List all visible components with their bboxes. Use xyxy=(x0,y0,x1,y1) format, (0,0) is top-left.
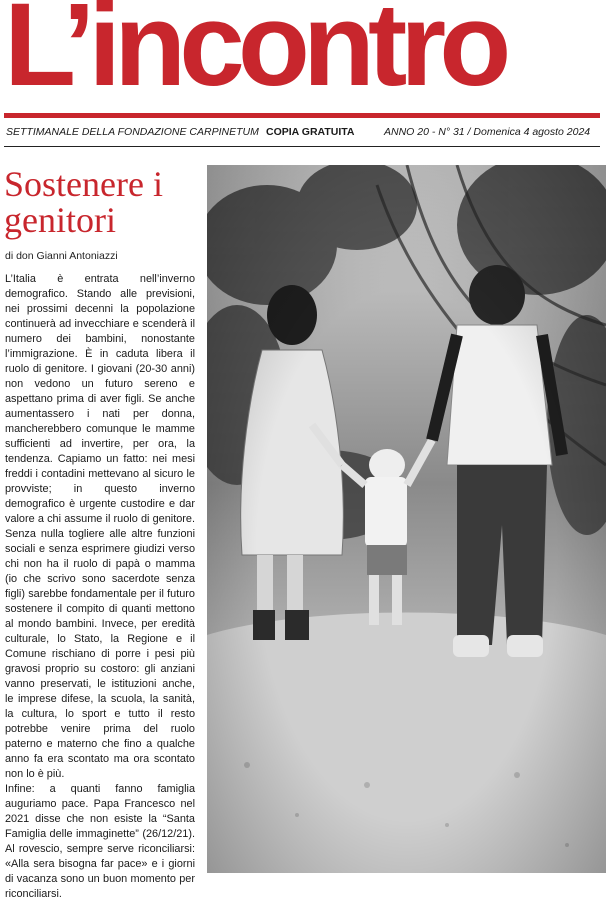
masthead-tagline: SETTIMANALE DELLA FONDAZIONE CARPINETUM xyxy=(6,126,259,138)
article-body xyxy=(5,272,195,902)
article-paragraph: Infine: a quanti fanno famiglia auguriamo pace. Papa Francesco nel 2021 disse che non esiste la “Santa Famiglia delle immaginette” (26/12/21). Al rovescio, sempre serve riconciliarsi: «Alla sera bisogna far pace» e i giorni di vacanza sono un buon momento per riconciliarsi. xyxy=(5,783,195,900)
masthead-red-rule xyxy=(4,113,600,118)
photo-illustration xyxy=(207,165,606,873)
masthead-logo[interactable]: L’incontro xyxy=(4,0,505,111)
issue-info: ANNO 20 - N° 31 / Domenica 4 agosto 2024 xyxy=(384,126,591,138)
masthead xyxy=(0,0,606,122)
article-headline: Sostenere i genitori xyxy=(4,164,163,240)
article-byline: di don Gianni Antoniazzi xyxy=(5,250,118,262)
family-walking-photo xyxy=(207,165,606,873)
copy-label: COPIA GRATUITA xyxy=(266,126,355,138)
article-paragraph: L’Italia è entrata nell’inverno demografico. Stando alle previsioni, nei prossimi decenni la popolazione continuerà ad invecchiare e scenderà il numero dei bambini, nonostante l’immigrazione. È in caduta libera il ruolo di genitore. I giovani (20-30 anni) non vedono un futuro sereno e aspettano prima di aver figli. Se anche aumentassero i nati per donna, mancherebbero comunque le mamme sufficienti ad invertire, per ora, la tendenza. Capiamo un fatto: nei mesi freddi i contadini mettevano al sicuro le provviste; in questo inverno demografico è urgente custodire e dar valore a chi assume il ruolo di genitore. Senza nulla togliere alle altre funzioni sociali e senza esprimere giudizi verso chi non ha il ruolo di papà o mamma (io che scrivo sono sacerdote senza figli) sarebbe fondamentale per il futuro sostenere il compito di quanti mettono al mondo bambini. Invece, per eredità culturale, lo Stato, la Regione e il Comune rischiano di porre i pesi più gravosi proprio su costoro: gli anziani vanno preservati, le istituzioni anche, le imprese difese, la scuola, la sanità, la cultura, lo sport e tutto il resto potrebbe venire prima del ruolo paterno e materno che fino a qualche anno fa era scontato ma ora scontato non lo è più. xyxy=(5,273,195,780)
header-divider xyxy=(4,146,600,147)
